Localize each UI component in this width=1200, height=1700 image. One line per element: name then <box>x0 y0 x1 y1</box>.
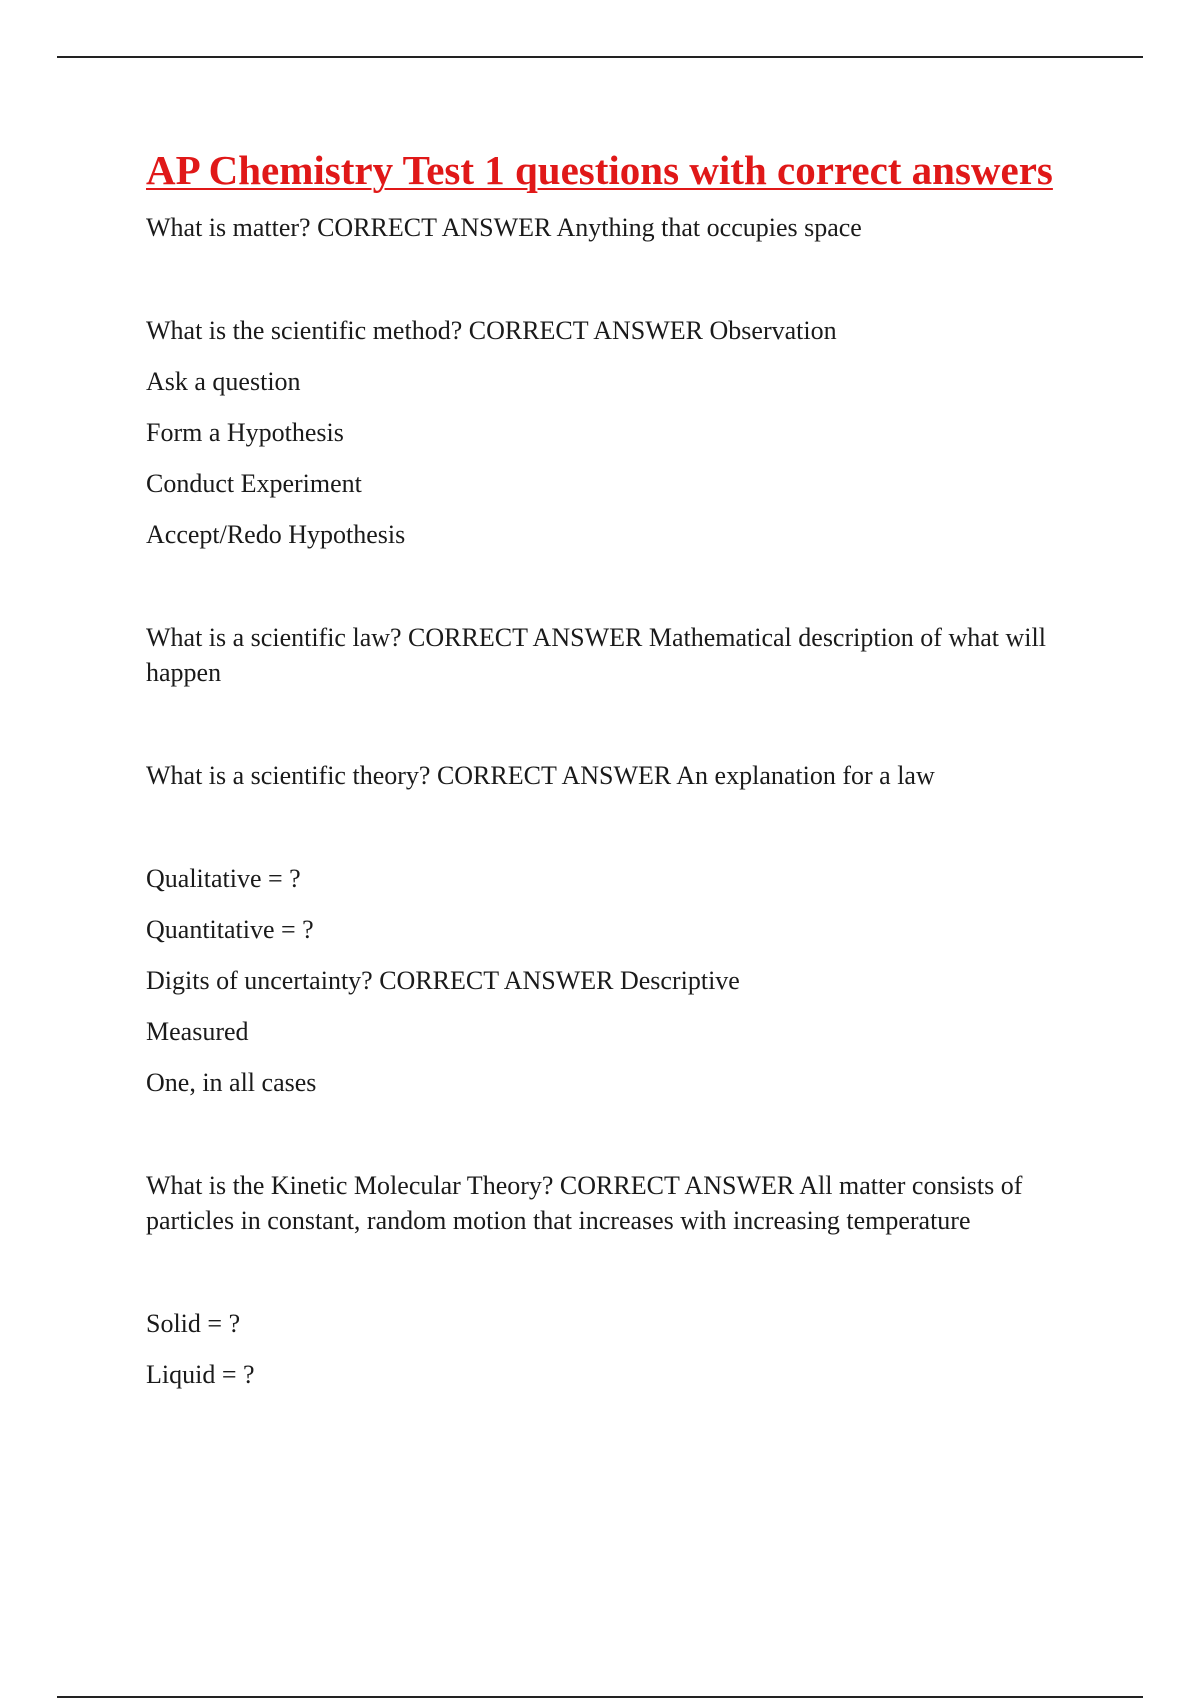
qa-line: Accept/Redo Hypothesis <box>146 520 406 549</box>
qa-block-scientific-law <box>146 620 1096 690</box>
block-spacer <box>146 261 1096 313</box>
block-spacer <box>146 1116 1096 1168</box>
qa-line: One, in all cases <box>146 1068 317 1097</box>
qa-line: What is a scientific law? CORRECT ANSWER Mathematical description of what will happen <box>146 623 1046 687</box>
qa-line: Measured <box>146 1017 249 1046</box>
document-title: AP Chemistry Test 1 questions with correct answers <box>146 147 1053 193</box>
qa-line: What is matter? CORRECT ANSWER Anything that occupies space <box>146 213 862 242</box>
document-body <box>146 142 1096 1408</box>
qa-line: What is the Kinetic Molecular Theory? CORRECT ANSWER All matter consists of particles in constant, random motion that increases with increasing temperature <box>146 1171 1023 1235</box>
block-spacer <box>146 706 1096 758</box>
qa-line: What is a scientific theory? CORRECT ANSWER An explanation for a law <box>146 761 935 790</box>
qa-line: Qualitative = ? <box>146 864 301 893</box>
qa-line: Liquid = ? <box>146 1360 255 1389</box>
qa-line: Digits of uncertainty? CORRECT ANSWER Descriptive <box>146 966 740 995</box>
qa-block-matter <box>146 210 1096 245</box>
qa-line: Ask a question <box>146 367 301 396</box>
qa-block-scientific-theory <box>146 758 1096 793</box>
block-spacer <box>146 568 1096 620</box>
footer-rule <box>57 1696 1143 1698</box>
qa-line: Solid = ? <box>146 1309 241 1338</box>
qa-line: Quantitative = ? <box>146 915 314 944</box>
qa-line: Conduct Experiment <box>146 469 362 498</box>
block-spacer <box>146 1254 1096 1306</box>
qa-line: What is the scientific method? CORRECT ANSWER Observation <box>146 316 837 345</box>
qa-block-kinetic-molecular-theory <box>146 1168 1096 1238</box>
qa-block-qualitative <box>146 861 1096 1100</box>
qa-block-scientific-method <box>146 313 1096 552</box>
block-spacer <box>146 809 1096 861</box>
qa-block-states <box>146 1306 1096 1392</box>
header-rule <box>57 56 1143 58</box>
qa-line: Form a Hypothesis <box>146 418 344 447</box>
